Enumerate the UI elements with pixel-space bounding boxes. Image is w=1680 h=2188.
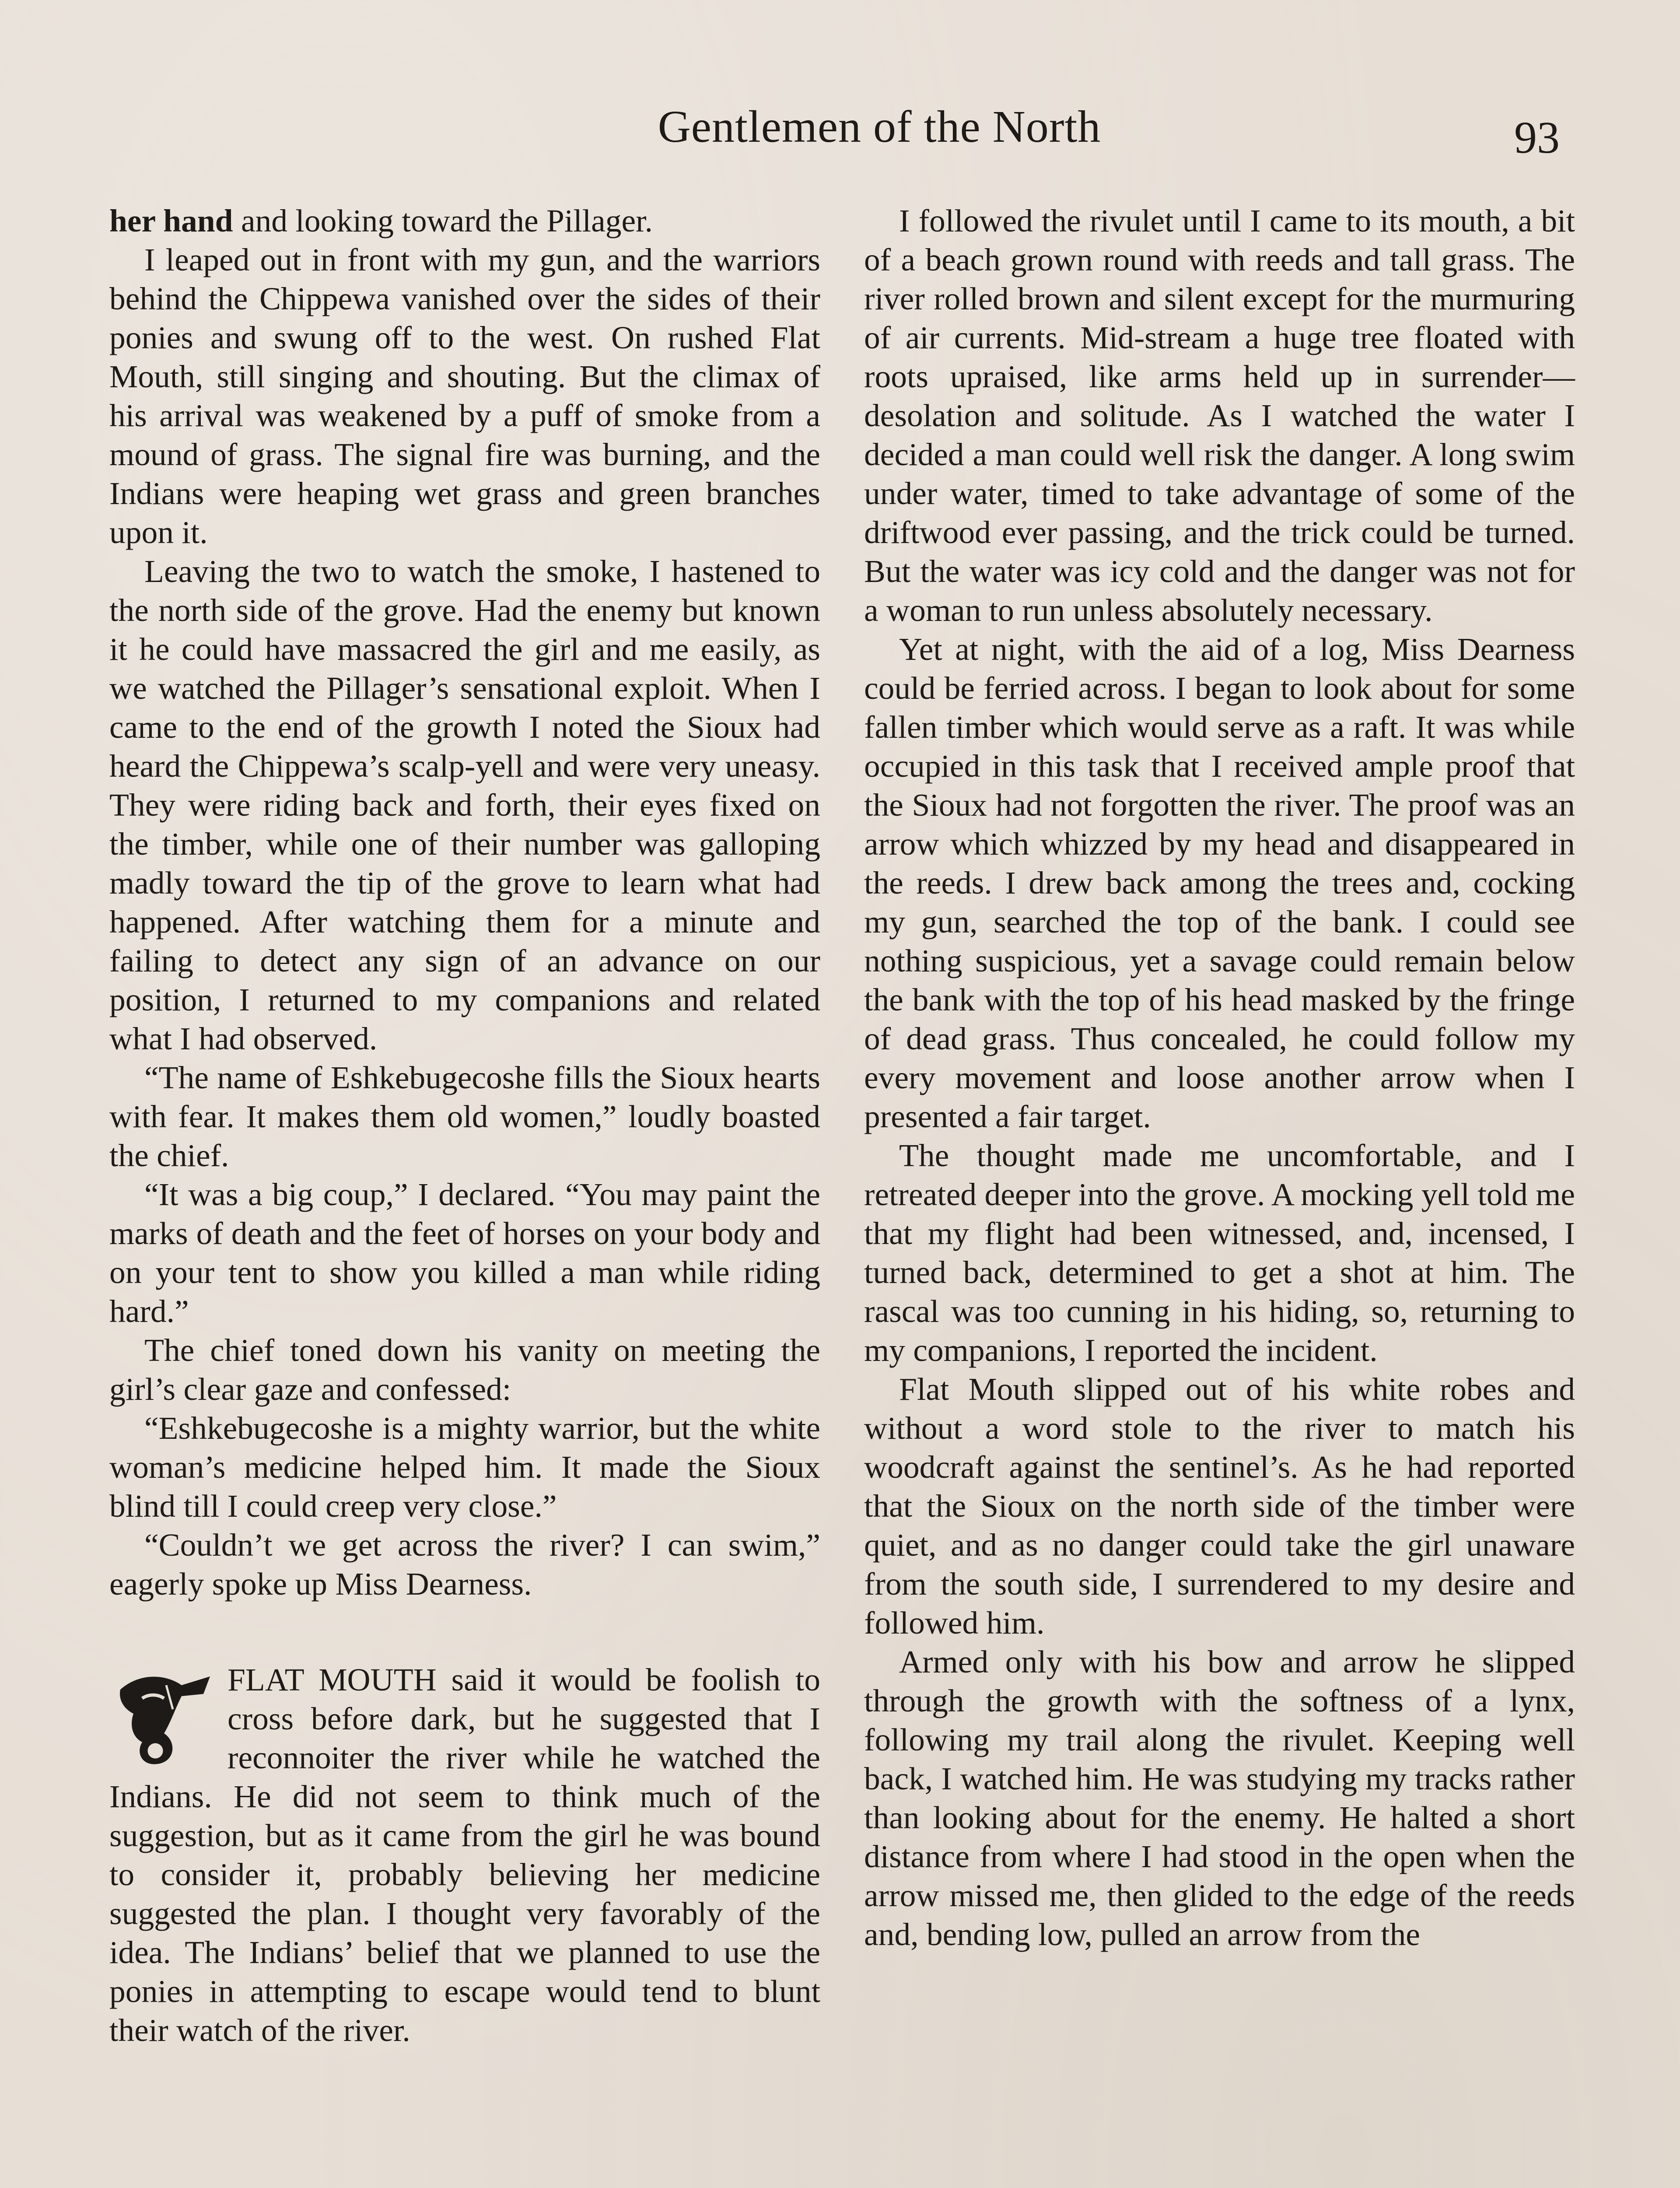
paragraph: Leaving the two to watch the smoke, I hastened to the north side of the grove. Had the enemy but known it he could have massacred the girl and me easily, as we watched the Pillager’s sensational exploit. When I came to the end of the growth I noted the Sioux had heard the Chippewa’s scalp-yell and were very uneasy. They were riding back and forth, their eyes fixed on the timber, while one of their number was galloping madly toward the tip of the grove to learn what had happened. After watching them for a minute and failing to detect any sign of an advance on our position, I returned to my companions and related what I had observed. — [109, 554, 820, 1056]
paragraph: The chief toned down his vanity on meeting the girl’s clear gaze and confessed: — [109, 1332, 820, 1407]
paragraph: Yet at night, with the aid of a log, Miss Dearness could be ferried across. I began to look about for some fallen timber which would serve as a raft. It was while occupied in this task that I received ample proof that the Sioux had not forgotten the river. The proof was an arrow which whizzed by my head and disappeared in the reeds. I drew back among the trees and, cocking my gun, searched the top of the bank. I could see nothing suspicious, yet a savage could remain below the bank with the top of his head masked by the fringe of dead grass. Thus concealed, he could follow my every movement and loose another arrow when I presented a fair target. — [864, 631, 1575, 1134]
paragraph: The thought made me uncomfortable, and I retreated deeper into the grove. A mocking yell told me that my flight had been witnessed, and, incensed, I turned back, determined to get a shot at him. The rascal was too cunning in his hiding, so, returning to my companions, I reported the incident. — [864, 1138, 1575, 1368]
paragraph-text: FLAT MOUTH said it would be foolish to cross before dark, but he suggested that I reconnoiter the river while he watched the Indians. He did not seem to think much of the suggestion, but as it came from the girl he was bound to consider it, probably believing her medicine suggested the plan. I thought very favorably of the idea. The Indians’ belief that we planned to use the ponies in attempting to escape would tend to blunt their watch of the river. — [109, 1662, 820, 2048]
dropcap-paragraph — [109, 1660, 820, 2050]
page-header — [0, 90, 1680, 163]
paragraph: “Eshkebugecoshe is a mighty warrior, but the white woman’s medicine helped him. It made the Sioux blind till I could creep very close.” — [109, 1410, 820, 1524]
paragraph: “The name of Eshkebugecoshe fills the Sioux hearts with fear. It makes them old women,” loudly boasted the chief. — [109, 1060, 820, 1173]
paragraph: Armed only with his bow and arrow he slipped through the growth with the softness of a lynx, following my trail along the rivulet. Keeping well back, I watched him. He was studying my tracks rather than looking about for the enemy. He halted a short distance from where I had stood in the open when the arrow missed me, then glided to the edge of the reeds and, bending low, pulled an arrow from the — [864, 1644, 1575, 1952]
paragraph: Flat Mouth slipped out of his white robes and without a word stole to the river to match his woodcraft against the sentinel’s. As he had reported that the Sioux on the north side of the timber were quiet, and as no danger could take the girl unaware from the south side, I surrendered to my desire and followed him. — [864, 1371, 1575, 1641]
right-column — [864, 201, 1575, 1954]
page-number: 93 — [1514, 112, 1560, 163]
ornamental-figure-icon — [109, 1666, 219, 1775]
paragraph — [109, 201, 820, 240]
bold-lead-text: her hand — [109, 203, 233, 238]
paragraph: I leaped out in front with my gun, and the warriors behind the Chippewa vanished over the sides of their ponies and swung off to the west. On rushed Flat Mouth, still singing and shouting. But the climax of his arrival was weakened by a puff of smoke from a mound of grass. The signal fire was burning, and the Indians were heaping wet grass and green branches upon it. — [109, 242, 820, 550]
left-column — [109, 201, 820, 2050]
paragraph: “It was a big coup,” I declared. “You may paint the marks of death and the feet of horses on your body and on your tent to show you killed a man while riding hard.” — [109, 1177, 820, 1329]
paragraph: I followed the rivulet until I came to its mouth, a bit of a beach grown round with reeds and tall grass. The river rolled brown and silent except for the murmuring of air currents. Mid-stream a huge tree floated with roots upraised, like arms held up in surrender—desolation and solitude. As I watched the water I decided a man could well risk the danger. A long swim under water, timed to take advantage of some of the driftwood ever passing, and the trick could be turned. But the water was icy cold and the danger was not for a woman to run unless absolutely necessary. — [864, 203, 1575, 628]
paragraph: “Couldn’t we get across the river? I can swim,” eagerly spoke up Miss Dearness. — [109, 1527, 820, 1602]
paragraph-text: and looking toward the Pillager. — [233, 203, 653, 238]
running-title: Gentlemen of the North — [658, 102, 1101, 152]
